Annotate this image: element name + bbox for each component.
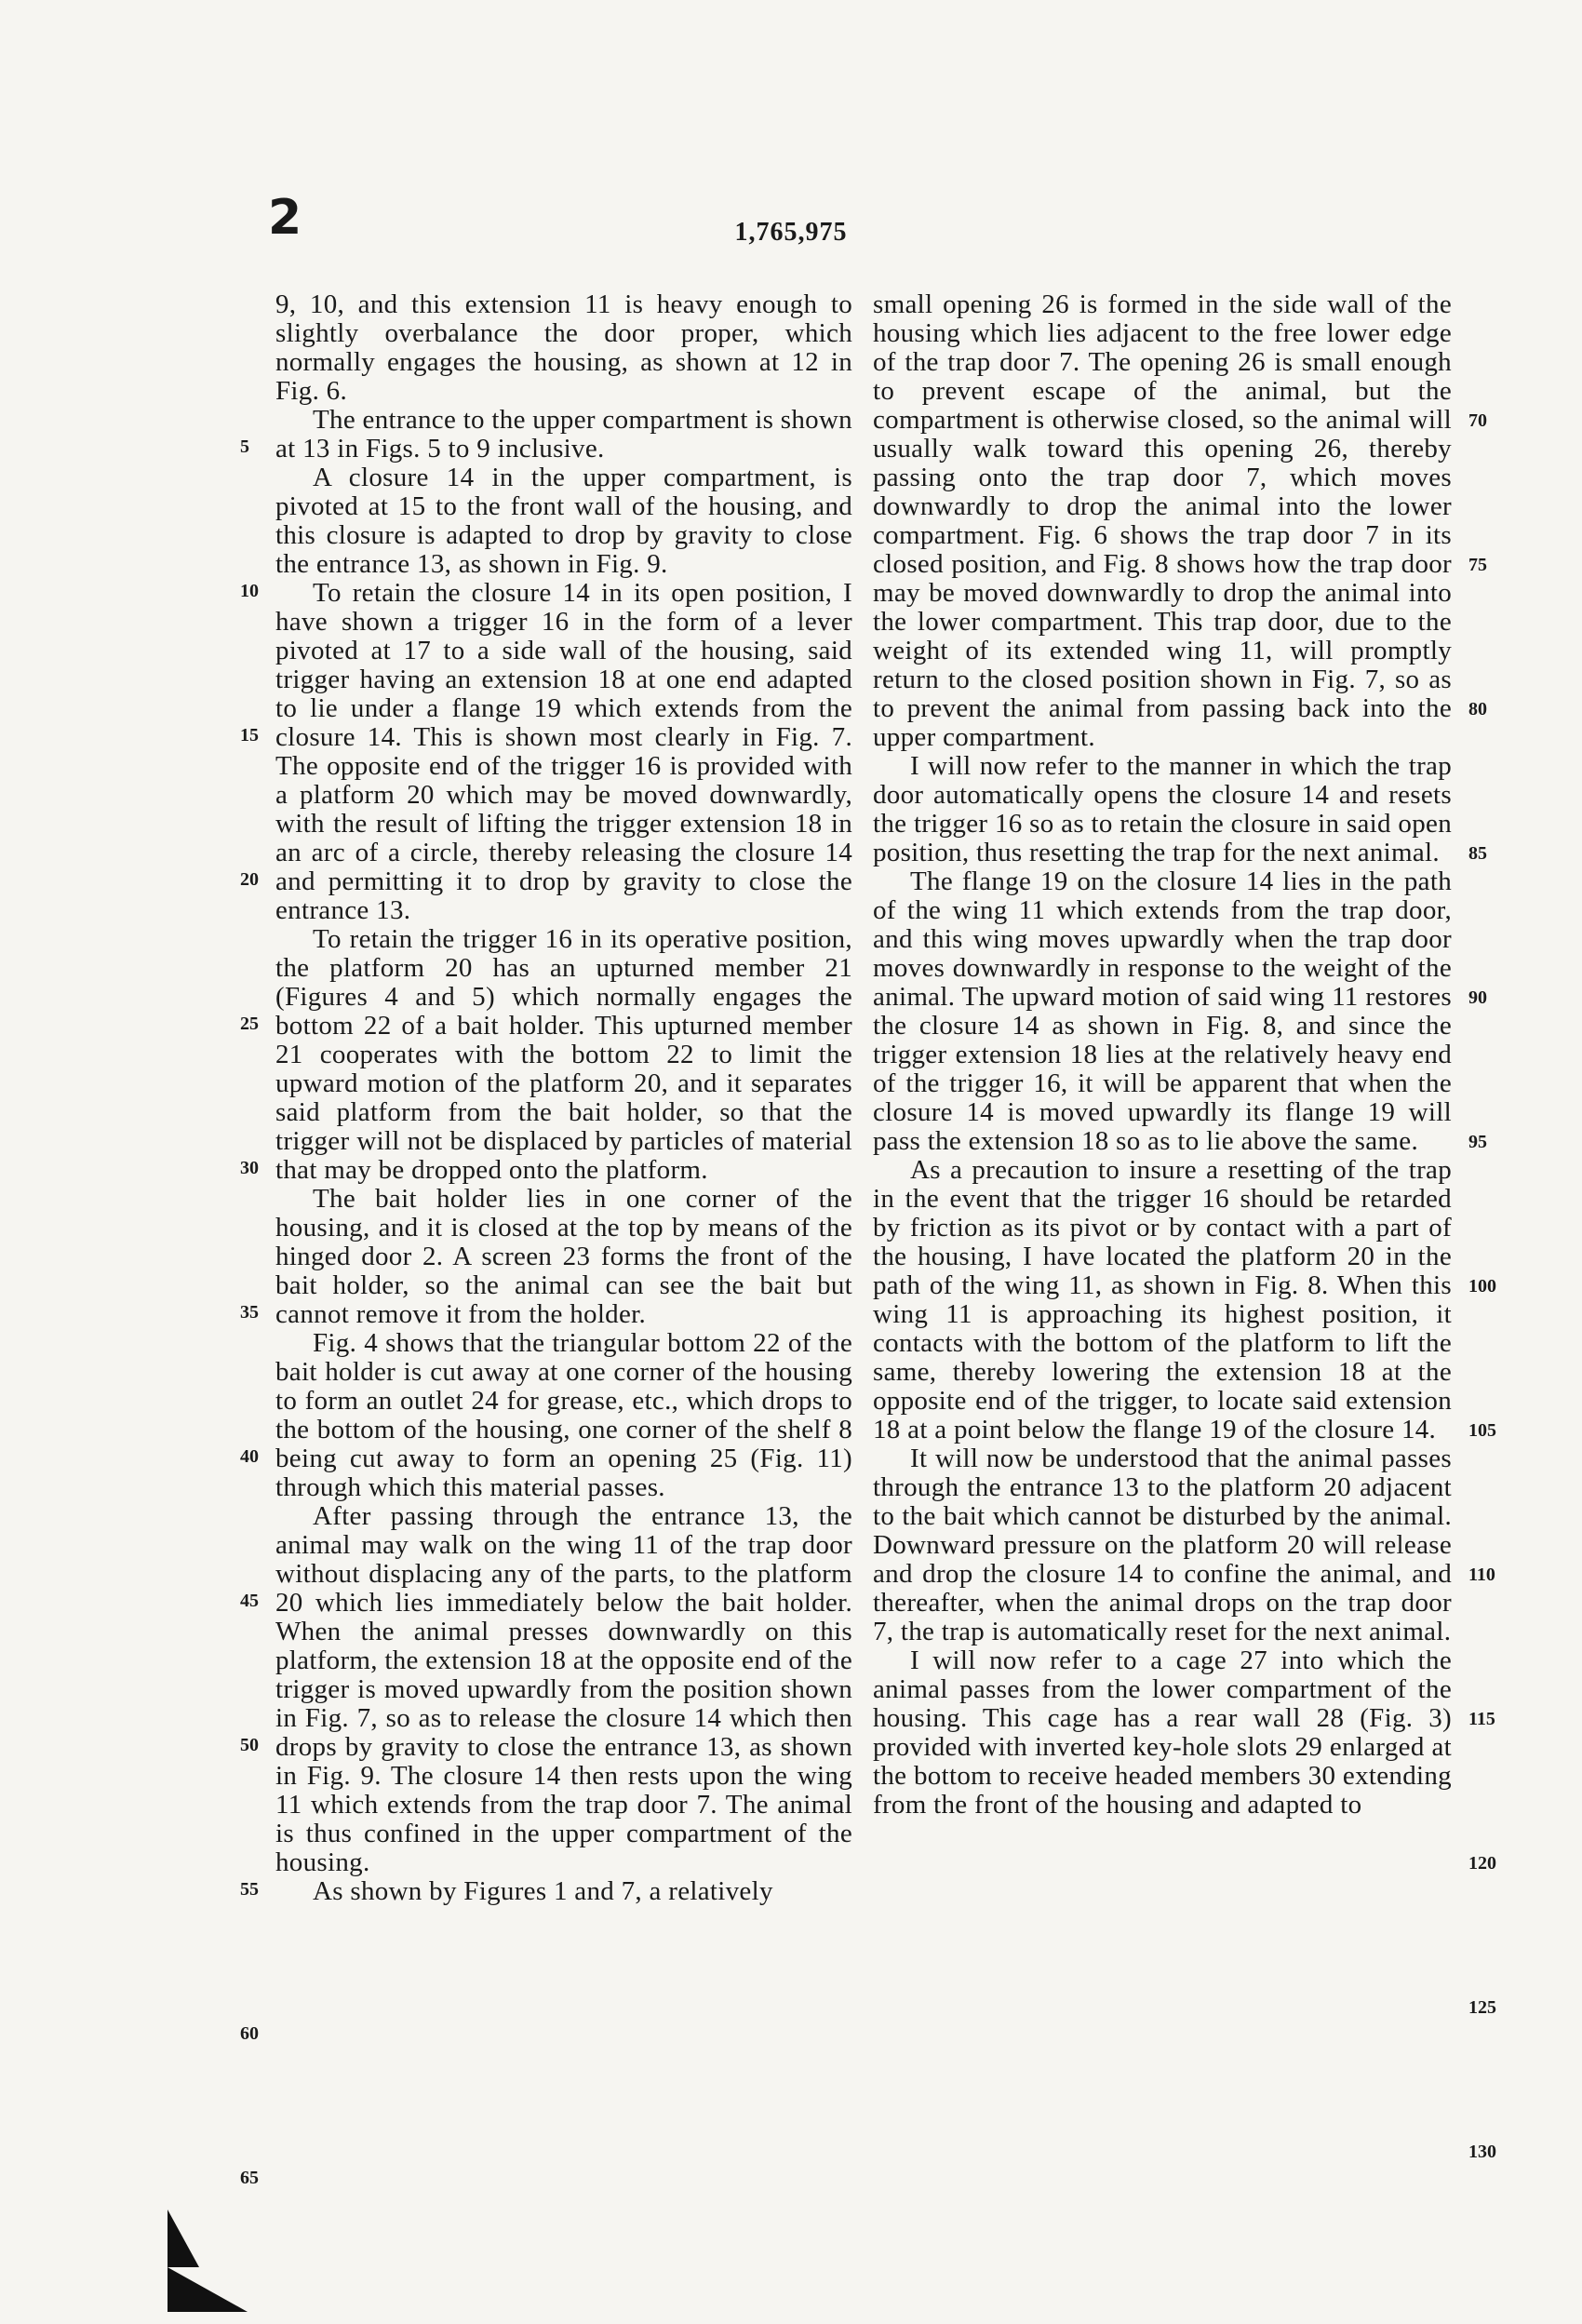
- line-number: 50: [240, 1735, 259, 1755]
- paragraph: small opening 26 is formed in the side wall of the housing which lies adjacent to the free lower edge of the trap door 7. The opening 26 is small enough to prevent escape of the animal, but the compartment is otherwise closed, so the animal will usually walk toward this opening 26, thereby passing onto the trap door 7, which moves downwardly to drop the animal into the lower compartment. Fig. 6 shows the trap door 7 in its closed position, and Fig. 8 shows how the trap door may be moved downwardly to drop the animal into the lower compartment. This trap door, due to the weight of its extended wing 11, will promptly return to the closed position shown in Fig. 7, so as to prevent the animal from passing back into the upper compartment.: [873, 289, 1452, 752]
- line-number: 25: [240, 1014, 259, 1034]
- line-number: 110: [1468, 1565, 1495, 1585]
- line-number: 105: [1468, 1420, 1496, 1441]
- paragraph: After passing through the entrance 13, the animal may walk on the wing 11 of the trap door without displacing any of the parts, to the platform 20 which lies immediately below the bait holder. When the animal presses downwardly on this platform, the extension 18 at the opposite end of the trigger is moved upwardly from the position shown in Fig. 7, so as to release the closure 14 which then drops by gravity to close the entrance 13, as shown in Fig. 9. The closure 14 then rests upon the wing 11 which extends from the trap door 7. The animal is thus confined in the upper compartment of the housing.: [275, 1501, 852, 1877]
- line-number: 80: [1468, 699, 1487, 719]
- left-column: [275, 290, 852, 1906]
- paragraph: Fig. 4 shows that the triangular bottom 22 of the bait holder is cut away at one corner of the housing to form an outlet 24 for grease, etc., which drops to the bottom of the housing, one corner of the shelf 8 being cut away to form an opening 25 (Fig. 11) through which this material passes.: [275, 1328, 852, 1502]
- line-number: 40: [240, 1446, 259, 1467]
- line-number: 130: [1468, 2142, 1496, 2162]
- paragraph: It will now be understood that the animal passes through the entrance 13 to the platform 20 adjacent to the bait which cannot be disturbed by the animal. Downward pressure on the platform 20 will release and drop the closure 14 to confine the animal, and thereafter, when the animal drops on the trap door 7, the trap is automatically reset for the next animal.: [873, 1444, 1452, 1646]
- line-number: 70: [1468, 410, 1487, 431]
- line-number: 55: [240, 1879, 259, 1900]
- line-number: 45: [240, 1591, 259, 1611]
- line-number: 85: [1468, 843, 1487, 864]
- line-number: 125: [1468, 1997, 1496, 2018]
- line-number: 75: [1468, 555, 1487, 575]
- line-number: 115: [1468, 1709, 1495, 1729]
- line-number: 100: [1468, 1276, 1496, 1296]
- page-number: 2: [268, 190, 301, 246]
- line-number: 90: [1468, 987, 1487, 1008]
- line-number: 35: [240, 1302, 259, 1323]
- line-number: 10: [240, 581, 259, 601]
- corner-registration-mark: [168, 2210, 199, 2267]
- paragraph: I will now refer to a cage 27 into which the animal passes from the lower compartment of the housing. This cage has a rear wall 28 (Fig. 3) provided with inverted key-hole slots 29 enlarged at the bottom to receive headed members 30 extending from the front of the housing and adapted to: [873, 1646, 1452, 1820]
- line-number: 5: [240, 437, 249, 457]
- paragraph: The flange 19 on the closure 14 lies in the path of the wing 11 which extends from the trap door, and this wing moves upwardly when the trap door moves downwardly in response to the weight of the animal. The upward motion of said wing 11 restores the closure 14 as shown in Fig. 8, and since the trigger extension 18 lies at the relatively heavy end of the trigger 16, it will be apparent that when the closure 14 is moved upwardly its flange 19 will pass the extension 18 so as to lie above the same.: [873, 866, 1452, 1156]
- paragraph: As shown by Figures 1 and 7, a relatively: [313, 1876, 773, 1906]
- paragraph: The bait holder lies in one corner of the housing, and it is closed at the top by means of the hinged door 2. A screen 23 forms the front of the bait holder, so the animal can see the bait but cannot remove it from the holder.: [275, 1184, 852, 1329]
- line-number: 95: [1468, 1132, 1487, 1152]
- line-number: 65: [240, 2168, 259, 2188]
- paragraph: 9, 10, and this extension 11 is heavy enough to slightly overbalance the door proper, which normally engages the housing, as shown at 12 in Fig. 6.: [275, 289, 852, 406]
- paragraph: I will now refer to the manner in which the trap door automatically opens the closure 14 and resets the trigger 16 so as to retain the closure in said open position, thus resetting the trap for the next animal.: [873, 751, 1452, 867]
- line-number: 20: [240, 869, 259, 890]
- paragraph: To retain the closure 14 in its open position, I have shown a trigger 16 in the form of a lever pivoted at 17 to a side wall of the housing, said trigger having an extension 18 at one end adapted to lie under a flange 19 which extends from the closure 14. This is shown most clearly in Fig. 7. The opposite end of the trigger 16 is provided with a platform 20 which may be moved downwardly, with the result of lifting the trigger extension 18 in an arc of a circle, thereby releasing the closure 14 and permitting it to drop by gravity to close the entrance 13.: [275, 578, 852, 925]
- paragraph: As a precaution to insure a resetting of the trap in the event that the trigger 16 should be retarded by friction as its pivot or by contact with a part of the housing, I have located the platform 20 in the path of the wing 11, as shown in Fig. 8. When this wing 11 is approaching its highest position, it contacts with the bottom of the platform to lift the same, thereby lowering the extension 18 at the opposite end of the trigger, to locate said extension 18 at a point below the flange 19 of the closure 14.: [873, 1155, 1452, 1444]
- line-number: 15: [240, 725, 259, 746]
- right-column: [873, 290, 1452, 1820]
- line-number: 120: [1468, 1853, 1496, 1874]
- line-number: 60: [240, 2023, 259, 2044]
- paragraph: The entrance to the upper compartment is shown at 13 in Figs. 5 to 9 inclusive.: [275, 405, 852, 463]
- paragraph: A closure 14 in the upper compartment, is pivoted at 15 to the front wall of the housing, and this closure is adapted to drop by gravity to close the entrance 13, as shown in Fig. 9.: [275, 463, 852, 579]
- line-number: 30: [240, 1158, 259, 1178]
- paragraph: To retain the trigger 16 in its operative position, the platform 20 has an upturned member 21 (Figures 4 and 5) which normally engages the bottom 22 of a bait holder. This upturned member 21 cooperates with the bottom 22 to limit the upward motion of the platform 20, and it separates said platform from the bait holder, so that the trigger will not be displaced by particles of material that may be dropped onto the platform.: [275, 924, 852, 1185]
- patent-number: 1,765,975: [734, 218, 848, 247]
